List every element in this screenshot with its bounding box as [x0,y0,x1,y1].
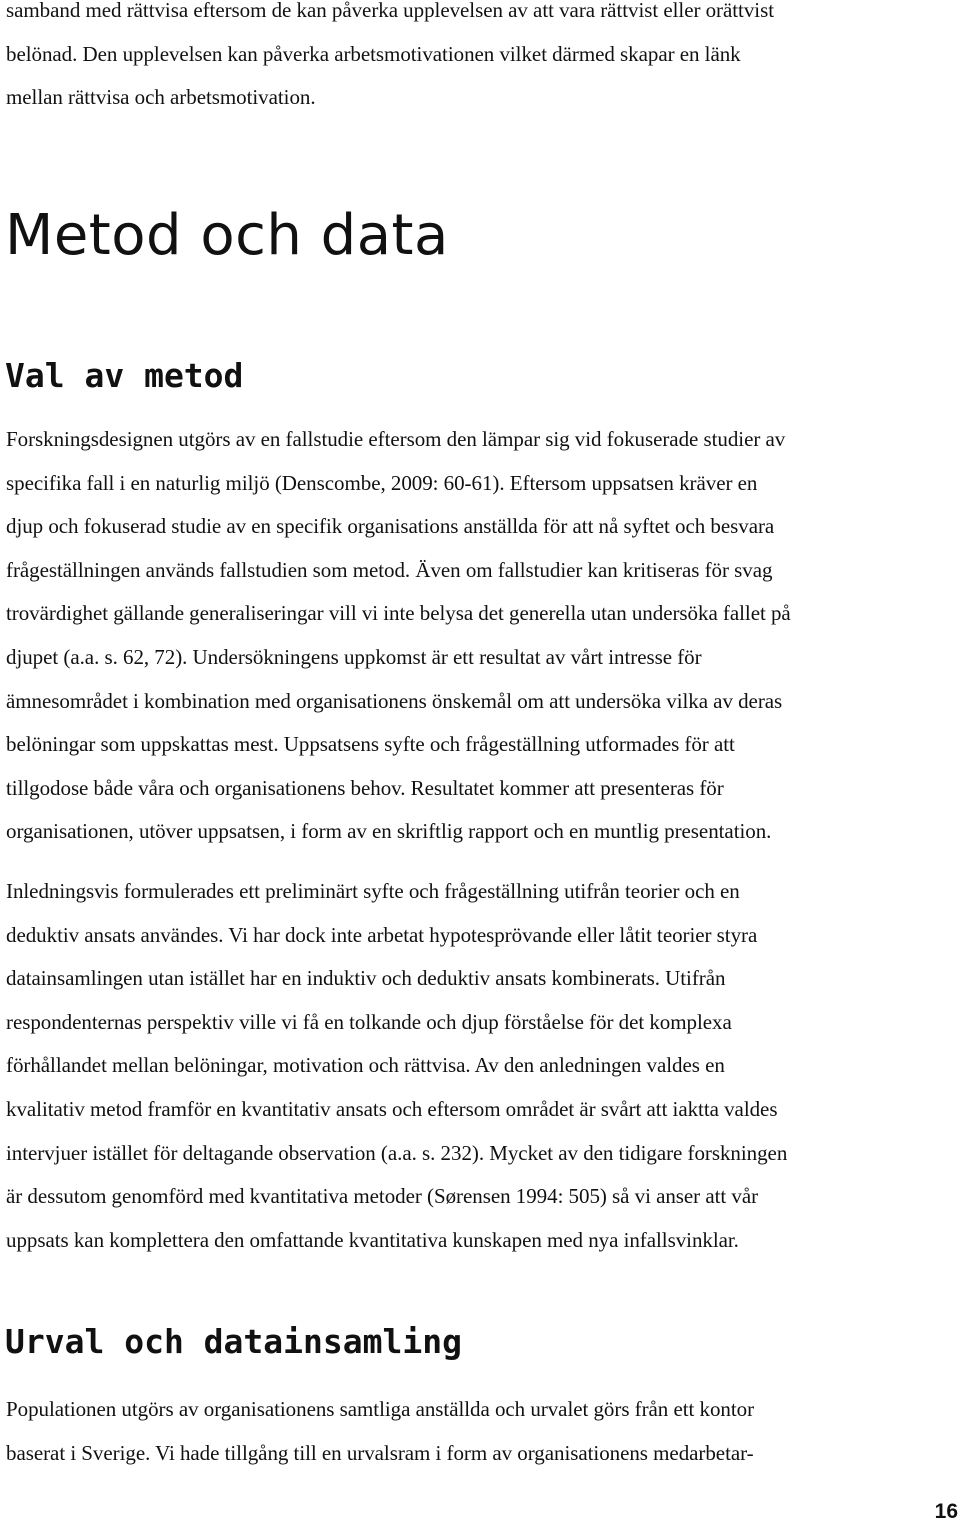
val-av-metod-paragraph-2 [6,870,958,1262]
text-line: trovärdighet gällande generaliseringar vill vi inte belysa det generella utan undersöka fallet på [6,601,791,626]
text-line: intervjuer istället för deltagande observation (a.a. s. 232). Mycket av den tidigare forskningen [6,1140,788,1165]
val-av-metod-paragraph-1 [6,418,958,854]
text-line: ämnesområdet i kombination med organisationens önskemål om att undersöka vilka av deras [6,688,783,713]
urval-paragraph-1 [6,1388,958,1475]
text-line: Forskningsdesignen utgörs av en fallstudie eftersom den lämpar sig vid fokuserade studier av [6,427,786,451]
text-line: organisationen, utöver uppsatsen, i form av en skriftlig rapport och en muntlig presentation. [6,819,772,844]
text-line: respondenternas perspektiv ville vi få en tolkande och djup förståelse för det komplexa [6,1009,732,1034]
text-line: djup och fokuserad studie av en specifik organisations anställda för att nå syftet och besvara [6,514,775,539]
text-line: djupet (a.a. s. 62, 72). Undersökningens uppkomst är ett resultat av vårt intresse för [6,644,702,669]
text-line: frågeställningen används fallstudien som metod. Även om fallstudier kan kritiseras för svag [6,557,773,582]
text-line: Inledningsvis formulerades ett preliminärt syfte och frågeställning utifrån teorier och en [6,879,740,903]
section-title: Metod och data [5,203,449,268]
text-line: baserat i Sverige. Vi hade tillgång till en urvalsram i form av organisationens medarbetar- [6,1440,754,1465]
text-line: belöningar som uppskattas mest. Uppsatsens syfte och frågeställning utformades för att [6,732,735,757]
text-line: Populationen utgörs av organisationens samtliga anställda och urvalet görs från ett kontor [6,1397,755,1421]
text-line: förhållandet mellan belöningar, motivation och rättvisa. Av den anledningen valdes en [6,1053,725,1078]
text-line: datainsamlingen utan istället har en induktiv och deduktiv ansats kombinerats. Utifrån [6,966,726,991]
subsection-heading-val-av-metod: Val av metod [5,356,244,395]
text-line: belönad. Den upplevelsen kan påverka arbetsmotivationen vilket därmed skapar en länk [6,41,741,66]
page-number: 16 [934,1500,958,1523]
text-line: är dessutom genomförd med kvantitativa metoder (Sørensen 1994: 505) så vi anser att vår [6,1184,759,1209]
subsection-heading-urval: Urval och datainsamling [5,1322,462,1361]
text-line: mellan rättvisa och arbetsmotivation. [6,85,316,110]
text-line: samband med rättvisa eftersom de kan påverka upplevelsen av att vara rättvist eller orättvist [6,0,774,22]
text-line: uppsats kan komplettera den omfattande kvantitativa kunskapen med nya infallsvinklar. [6,1227,739,1252]
text-line: specifika fall i en naturlig miljö (Denscombe, 2009: 60-61). Eftersom uppsatsen kräver en [6,470,758,495]
text-line: deduktiv ansats användes. Vi har dock inte arbetat hypotesprövande eller låtit teorier styra [6,922,758,947]
text-line: kvalitativ metod framför en kvantitativ ansats och eftersom området är svårt att iaktta valdes [6,1096,778,1121]
text-line: tillgodose både våra och organisationens behov. Resultatet kommer att presenteras för [6,775,724,800]
intro-paragraph [6,0,958,120]
